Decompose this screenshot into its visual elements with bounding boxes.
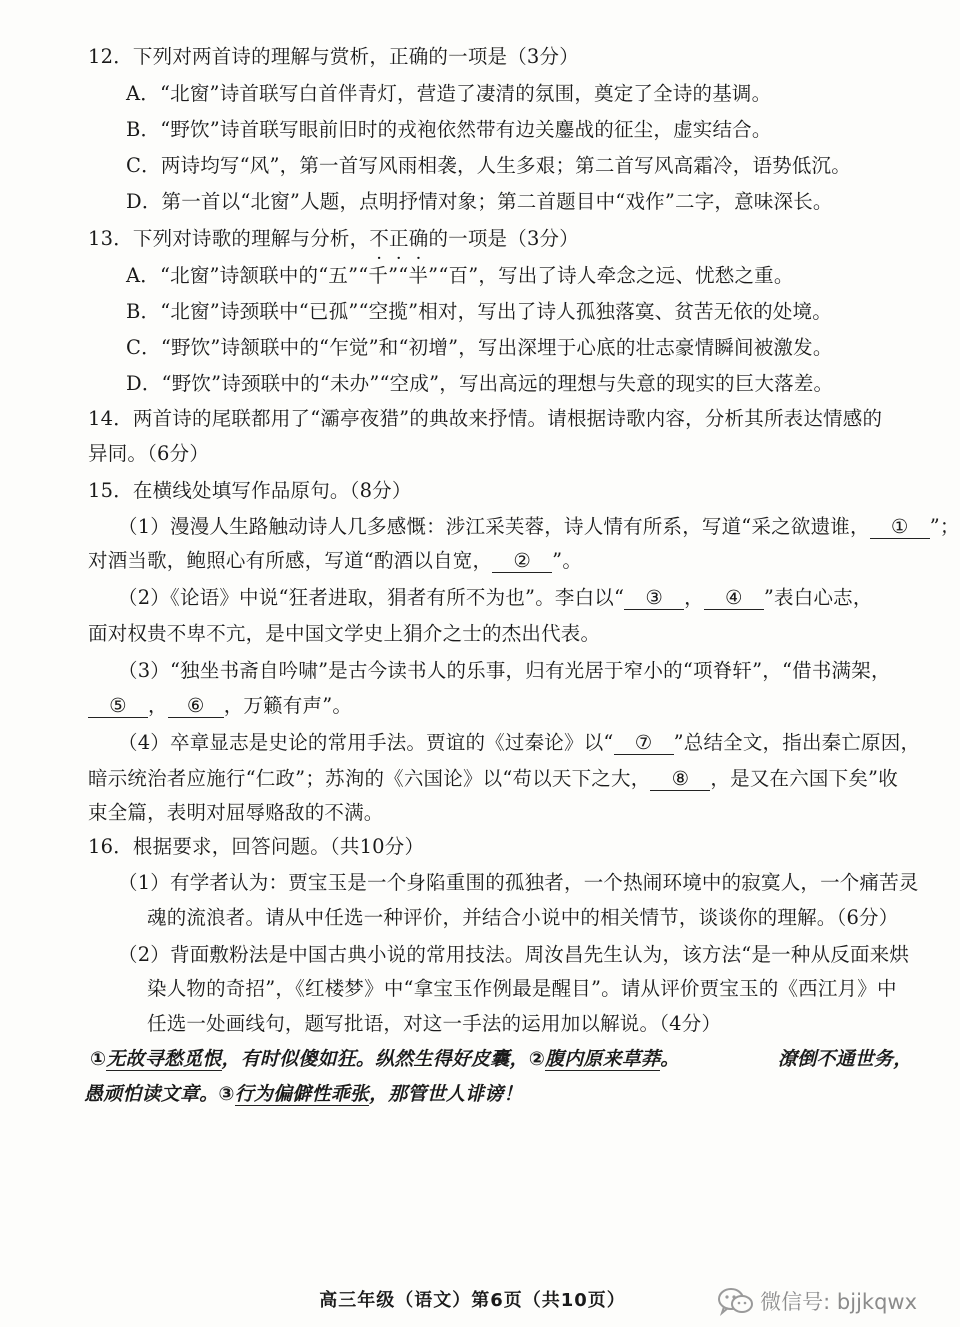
emphasis-char: 正: [389, 227, 409, 250]
question-15-part-4-line-3: 束全篇，表明对屈辱赂敌的不满。: [88, 801, 384, 824]
blank-1[interactable]: ①: [870, 516, 930, 539]
question-16-sub-2-line-2: 染人物的奇招”，《红楼梦》中“拿宝玉作例最是醒目”。请从评价贾宝玉的《西江月》中: [147, 977, 897, 1000]
text-run: ，是又在六国下矣”收: [710, 767, 898, 790]
page-footer: 高三年级（语文）第6页（共10页）: [319, 1290, 626, 1311]
question-12-option-d: D．第一首以“北窗”人题，点明抒情对象；第二首题目中“戏作”二字，意味深长。: [126, 190, 833, 213]
question-13-stem-prefix: 13．下列对诗歌的理解与分析，: [88, 227, 370, 250]
text-run: （4）卒章显志是史论的常用手法。贾谊的《过秦论》以“: [118, 731, 614, 754]
question-12-option-b: B．“野饮”诗首联写眼前旧时的戎袍依然带有边关鏖战的征尘，虚实结合。: [126, 118, 772, 141]
question-12-stem: 12．下列对两首诗的理解与赏析，正确的一项是（3分）: [88, 45, 579, 68]
blank-5[interactable]: ⑤: [88, 695, 148, 718]
question-15-part-2-line-1: [118, 585, 873, 611]
question-16-sub-1-line-2: 魂的流浪者。请从中任选一种评价，并结合小说中的相关情节，谈谈你的理解。（6分）: [147, 906, 899, 929]
text-run: ”总结全文，指出秦亡原因，: [673, 731, 921, 754]
question-15-stem: 15．在横线处填写作品原句。（8分）: [88, 479, 412, 502]
question-15-part-1-line-2: [88, 548, 582, 574]
question-15-part-3-line-2: [88, 693, 352, 719]
poem-line-1-tail: 潦倒不通世务，: [778, 1048, 913, 1070]
text-run: 暗示统治者应施行“仁政”；苏洵的《六国论》以“苟以天下之大，: [88, 767, 651, 790]
blank-8[interactable]: ⑧: [650, 768, 710, 791]
poem-text: 。: [660, 1048, 680, 1070]
text-run: （2）《论语》中说“狂者进取，狷者有所不为也”。李白以“: [118, 586, 625, 609]
question-15-part-1-line-1: [118, 514, 960, 540]
text-run: （1）漫漫人生路触动诗人几多感慨：涉江采芙蓉，诗人情有所系，写道“采之欲遗谁，: [118, 515, 870, 538]
question-12-option-c: C．两诗均写“风”，第一首写风雨相袭，人生多艰；第二首写风高霜冷，语势低沉。: [126, 154, 851, 177]
poem-text: ，有时似傻如狂。纵然生得好皮囊，: [221, 1048, 529, 1070]
blank-6[interactable]: ⑥: [168, 695, 224, 718]
underlined-phrase-2: 腹内原来草莽: [545, 1048, 661, 1070]
wechat-logo-icon: [716, 1286, 754, 1316]
question-13-stem-suffix: 的一项是（3分）: [428, 227, 579, 250]
question-13-option-a: A．“北窗”诗颔联中的“五”“千”“半”“百”，写出了诗人牵念之远、忧愁之重。: [126, 264, 794, 287]
question-16-sub-2-line-3: 任选一处画线句，题写批语，对这一手法的运用加以解说。（4分）: [147, 1012, 722, 1035]
emphasis-char: 确: [408, 227, 429, 250]
wechat-watermark: [716, 1283, 917, 1319]
question-14-line-2: 异同。（6分）: [88, 442, 210, 465]
text-run: ，: [684, 586, 704, 609]
blank-2[interactable]: ②: [492, 550, 552, 573]
poem-line-1: [90, 1046, 679, 1072]
poem-number: ①: [90, 1048, 107, 1070]
blank-3[interactable]: ③: [624, 587, 684, 610]
question-14-line-1: 14．两首诗的尾联都用了“灞亭夜猎”的典故来抒情。请根据诗歌内容，分析其所表达情感的: [88, 407, 883, 430]
poem-number: ③: [218, 1083, 235, 1105]
underlined-phrase-1: 无故寻愁觅恨: [106, 1048, 222, 1070]
question-16-sub-1-line-1: （1）有学者认为：贾宝玉是一个身陷重围的孤独者，一个热闹环境中的寂寞人，一个痛苦灵: [118, 871, 919, 894]
blank-7[interactable]: ⑦: [614, 732, 674, 755]
text-run: 对酒当歌，鲍照心有所感，写道“酌酒以自宽，: [88, 549, 493, 572]
question-13-option-b: B．“北窗”诗颈联中“已孤”“空揽”相对，写出了诗人孤独落寞、贫苦无依的处境。: [126, 300, 832, 323]
question-16-stem: 16．根据要求，回答问题。（共10分）: [88, 835, 425, 858]
emphasis-char: 不: [369, 227, 390, 250]
poem-text: 愚顽怕读文章。: [84, 1083, 219, 1105]
question-12-option-a: A．“北窗”诗首联写白首伴青灯，营造了凄清的氛围，奠定了全诗的基调。: [126, 82, 772, 105]
text-run: ”；: [929, 515, 960, 538]
watermark-text: 微信号: bjjkqwx: [760, 1290, 917, 1314]
question-13-stem: [88, 226, 579, 252]
poem-text: ，那管世人诽谤！: [369, 1083, 523, 1105]
question-15-part-4-line-2: [88, 766, 898, 792]
poem-number: ②: [528, 1048, 545, 1070]
text-run: ”。: [552, 549, 583, 572]
poem-line-2: [84, 1081, 523, 1107]
question-15-part-4-line-1: [118, 730, 920, 756]
text-run: ，万籁有声”。: [223, 694, 353, 717]
underlined-phrase-3: 行为偏僻性乖张: [234, 1083, 370, 1105]
question-15-part-3-line-1: （3）“独坐书斋自吟啸”是古今读书人的乐事，归有光居于窄小的“项脊轩”，“借书满架，: [118, 659, 891, 682]
question-16-sub-2-line-1: （2）背面敷粉法是中国古典小说的常用技法。周汝昌先生认为，该方法“是一种从反面来烘: [118, 943, 910, 966]
blank-4[interactable]: ④: [704, 587, 764, 610]
question-15-part-2-line-2: 面对权贵不卑不亢，是中国文学史上狷介之士的杰出代表。: [88, 622, 601, 645]
text-run: ”表白心志，: [763, 586, 873, 609]
question-13-option-c: C．“野饮”诗颔联中的“乍觉”和“初增”，写出深埋于心底的壮志豪情瞬间被激发。: [126, 336, 833, 359]
text-run: ，: [148, 694, 168, 717]
question-13-option-d: D．“野饮”诗颈联中的“未办”“空成”，写出高远的理想与失意的现实的巨大落差。: [126, 372, 834, 395]
